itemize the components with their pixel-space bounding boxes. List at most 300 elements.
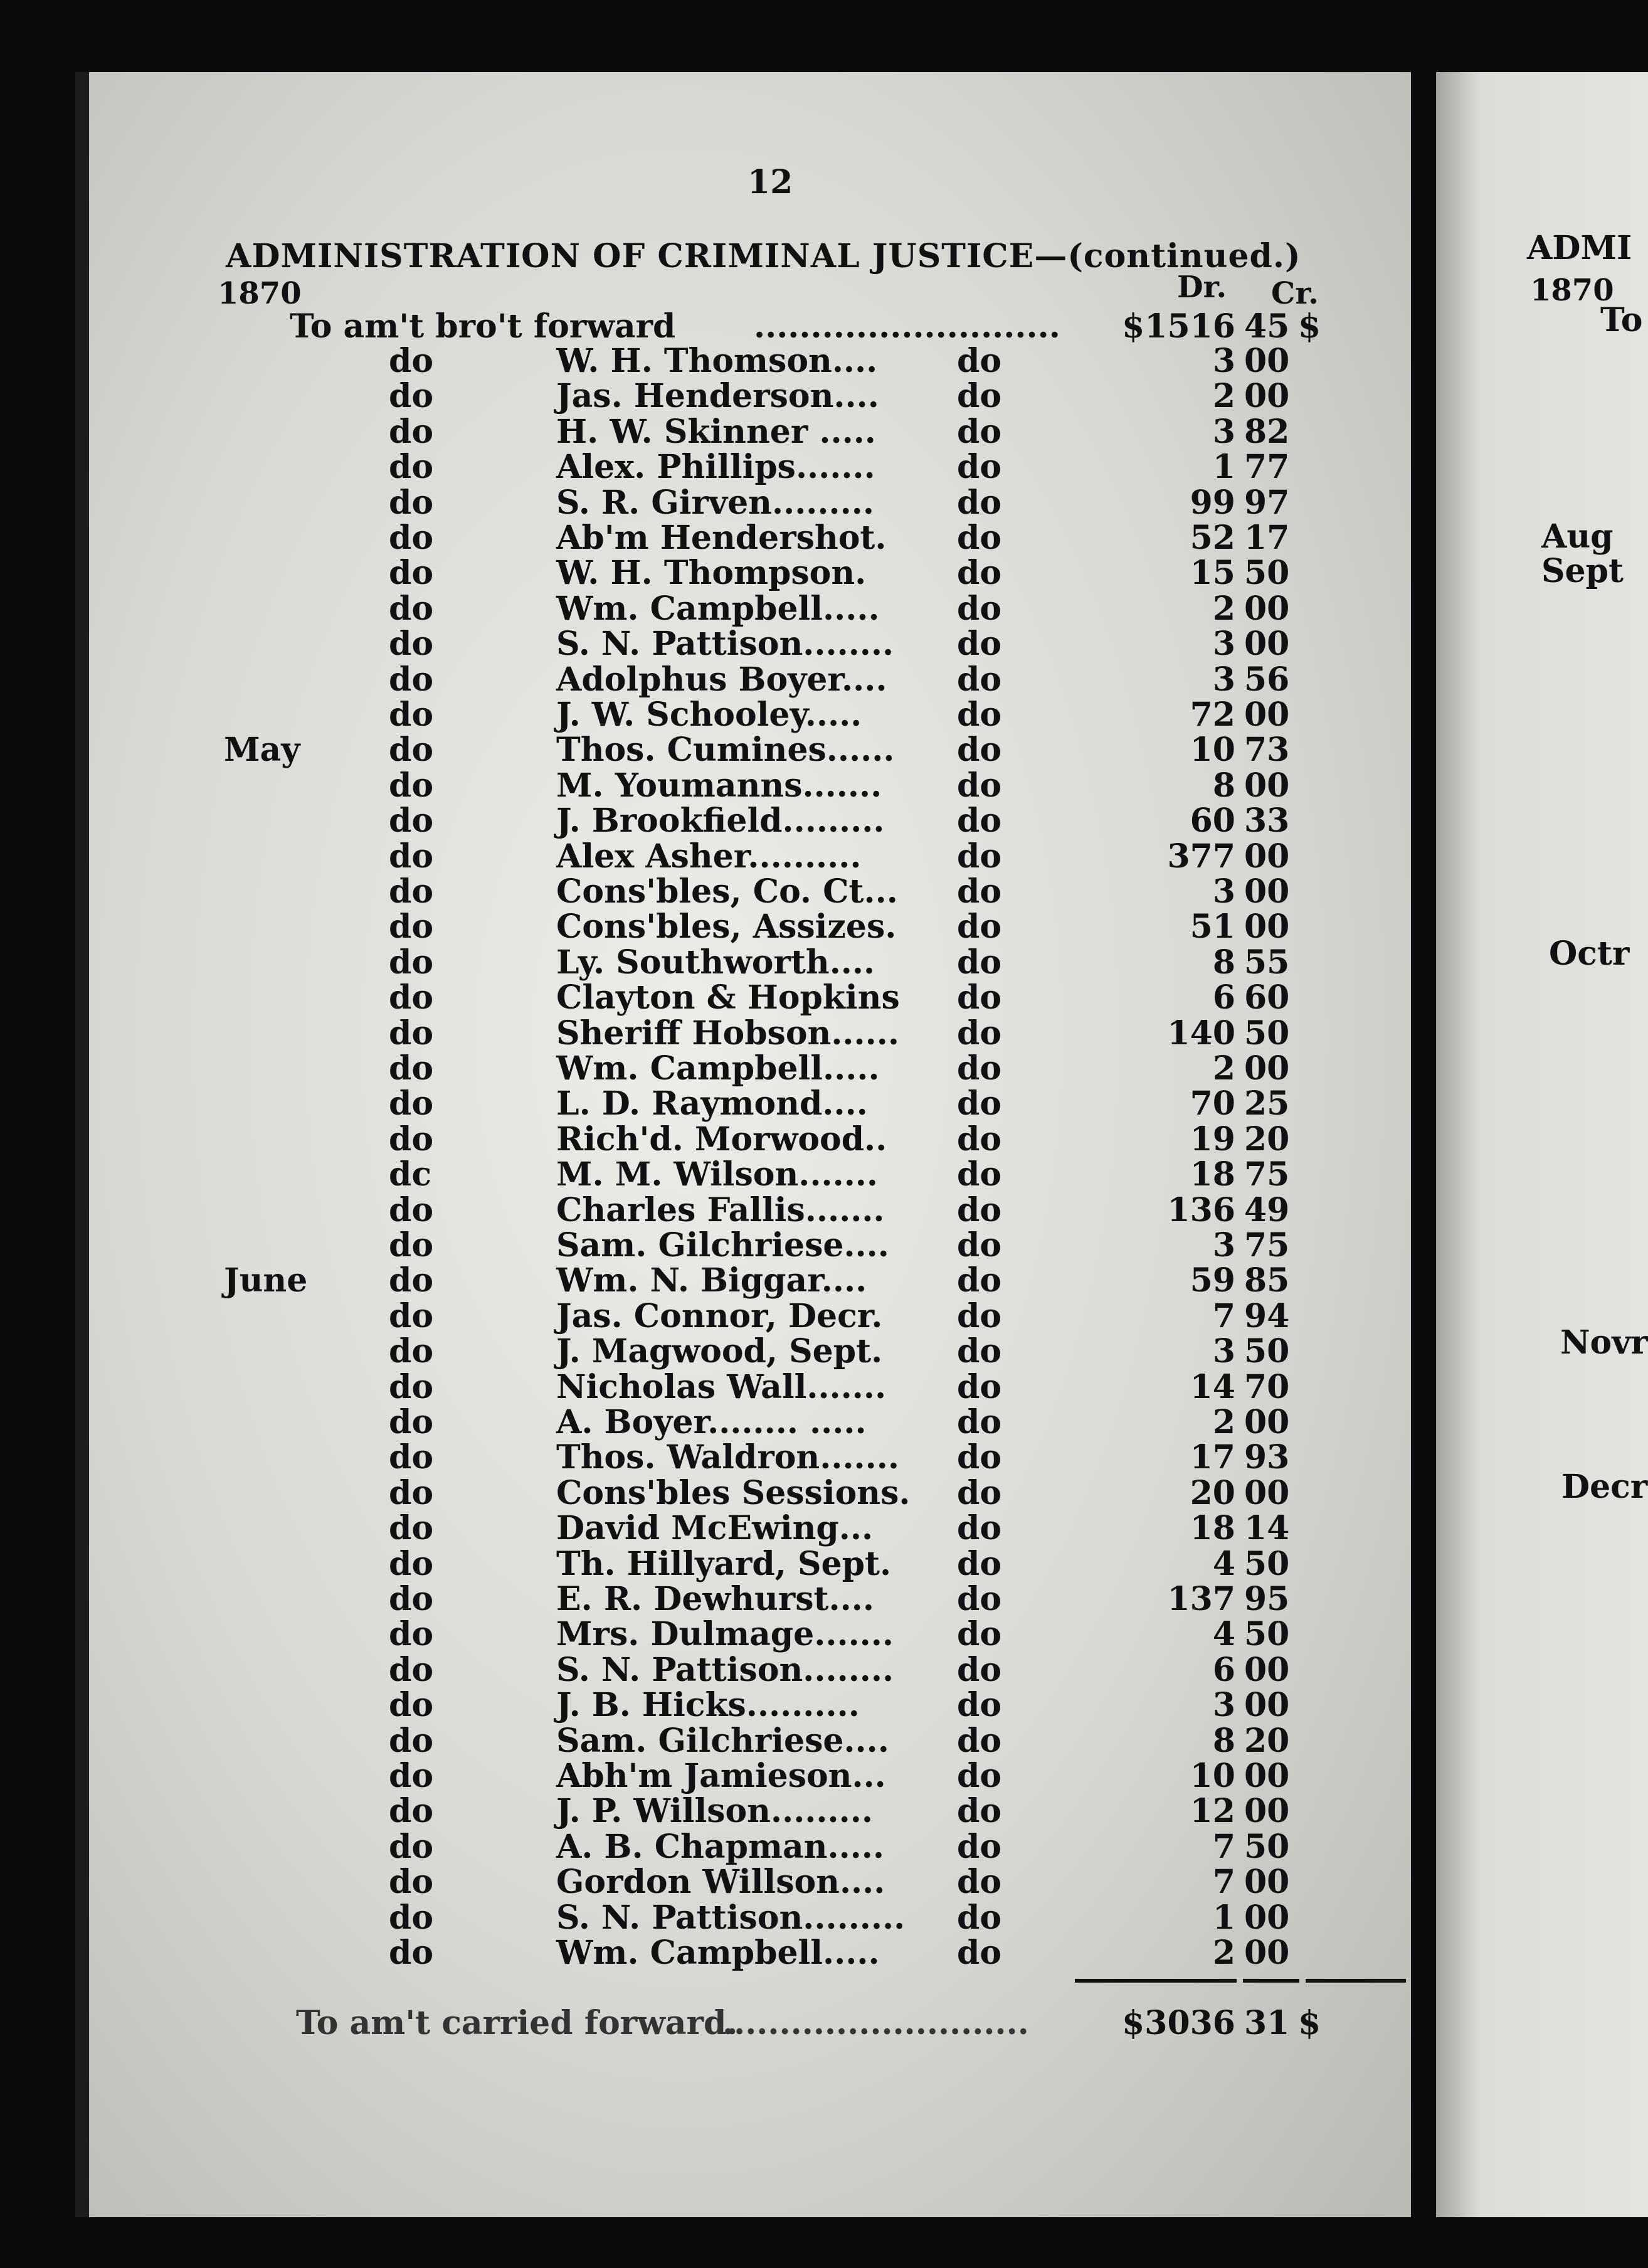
debit-cents: 56: [1244, 660, 1290, 699]
debit-cents: 00: [1244, 872, 1290, 911]
debit-cents: 00: [1244, 377, 1290, 416]
debit-amount: 4: [1212, 1615, 1235, 1654]
ledger-row: [89, 1155, 1411, 1194]
ditto-mark: do: [389, 412, 434, 451]
payee-name: Clayton & Hopkins: [556, 978, 900, 1017]
debit-cents: 97: [1244, 483, 1290, 522]
debit-amount: 20: [1190, 1473, 1235, 1512]
debit-amount: 140: [1167, 1014, 1235, 1052]
ledger-row: [89, 1049, 1411, 1088]
debit-cents: 75: [1244, 1226, 1290, 1264]
payee-name: Mrs. Dulmage.......: [556, 1615, 894, 1654]
ditto-reference: do: [957, 802, 1002, 840]
ditto-reference: do: [957, 1615, 1002, 1654]
debit-cents: 00: [1244, 589, 1290, 628]
brought-forward-row: [89, 307, 1411, 346]
payee-name: Wm. Campbell.....: [556, 1934, 880, 1972]
payee-name: Thos. Cumines......: [556, 731, 895, 770]
ditto-mark: do: [389, 1650, 434, 1689]
debit-amount: 72: [1190, 696, 1235, 734]
debit-amount: 2: [1212, 1403, 1235, 1441]
debit-amount: 8: [1212, 943, 1235, 982]
facing-month-sept: Sept: [1541, 552, 1624, 590]
payee-name: David McEwing...: [556, 1509, 874, 1548]
ditto-reference: do: [957, 1580, 1002, 1618]
ditto-reference: do: [957, 731, 1002, 770]
ditto-mark: do: [389, 696, 434, 734]
payee-name: A. Boyer........ .....: [556, 1403, 867, 1441]
payee-name: Sam. Gilchriese....: [556, 1721, 889, 1760]
ditto-reference: do: [957, 766, 1002, 805]
ditto-reference: do: [957, 1226, 1002, 1264]
debit-amount: 2: [1212, 1049, 1235, 1088]
credit-column-header: Cr.: [1271, 276, 1319, 311]
debit-cents: 95: [1244, 1580, 1290, 1618]
ditto-mark: do: [389, 1403, 434, 1441]
ditto-mark: do: [389, 1190, 434, 1229]
payee-name: Alex Asher..........: [556, 837, 862, 876]
ditto-reference: do: [957, 1084, 1002, 1123]
payee-name: A. B. Chapman.....: [556, 1827, 884, 1866]
ledger-row: [89, 589, 1411, 628]
ditto-mark: do: [389, 978, 434, 1017]
debit-cents: 17: [1244, 519, 1290, 557]
debit-cents: 00: [1244, 1934, 1290, 1972]
ledger-row: [89, 1757, 1411, 1795]
debit-amount: 7: [1212, 1296, 1235, 1335]
ledger-row: [89, 1367, 1411, 1406]
debit-cents: 00: [1244, 1898, 1290, 1937]
debit-cents: 00: [1244, 1650, 1290, 1689]
facing-month-novr: Novr: [1560, 1323, 1648, 1362]
ledger-row: [89, 1509, 1411, 1548]
payee-name: Nicholas Wall.......: [556, 1367, 887, 1406]
ditto-reference: do: [957, 1721, 1002, 1760]
ledger-row: [89, 1084, 1411, 1123]
ditto-mark: do: [389, 448, 434, 487]
debit-cents: 50: [1244, 1544, 1290, 1583]
debit-amount: 1: [1212, 448, 1235, 487]
debit-amount: 3: [1212, 625, 1235, 664]
ditto-mark: do: [389, 1686, 434, 1725]
debit-amount: 52: [1190, 519, 1235, 557]
page-number: 12: [747, 163, 793, 201]
ditto-mark: do: [389, 554, 434, 593]
ledger-row: [89, 1120, 1411, 1158]
payee-name: Alex. Phillips.......: [556, 448, 875, 487]
payee-name: J. W. Schooley.....: [556, 696, 862, 734]
carried-forward-credit: $: [1298, 2004, 1321, 2042]
debit-amount: 2: [1212, 377, 1235, 416]
payee-name: J. B. Hicks..........: [556, 1686, 860, 1725]
ditto-mark: do: [389, 1438, 434, 1477]
ditto-mark: do: [389, 1049, 434, 1088]
ledger-row: [89, 872, 1411, 911]
ditto-reference: do: [957, 696, 1002, 734]
ledger-row: [89, 448, 1411, 487]
ledger-row: [89, 1721, 1411, 1760]
ditto-mark: do: [389, 1261, 434, 1300]
payee-name: Rich'd. Morwood..: [556, 1120, 887, 1158]
total-rule-dr: [1075, 1979, 1237, 1983]
ditto-reference: do: [957, 483, 1002, 522]
payee-name: H. W. Skinner .....: [556, 412, 876, 451]
ditto-reference: do: [957, 1296, 1002, 1335]
ditto-reference: do: [957, 1367, 1002, 1406]
ditto-mark: do: [389, 1615, 434, 1654]
debit-amount: 70: [1190, 1084, 1235, 1123]
debit-amount: 10: [1190, 1757, 1235, 1795]
debit-amount: 6: [1212, 1650, 1235, 1689]
debit-cents: 14: [1244, 1509, 1290, 1548]
ledger-row: [89, 1261, 1411, 1300]
facing-year: 1870: [1530, 273, 1614, 308]
debit-cents: 77: [1244, 448, 1290, 487]
ditto-mark: do: [389, 1721, 434, 1760]
debit-cents: 50: [1244, 554, 1290, 593]
ditto-reference: do: [957, 872, 1002, 911]
debit-cents: 70: [1244, 1367, 1290, 1406]
ditto-reference: do: [957, 1792, 1002, 1831]
debit-amount: 15: [1190, 554, 1235, 593]
debit-cents: 00: [1244, 837, 1290, 876]
ledger-row: [89, 696, 1411, 734]
ledger-row: [89, 908, 1411, 946]
payee-name: Ab'm Hendershot.: [556, 519, 887, 557]
carried-forward-row: [89, 2004, 1411, 2042]
ditto-reference: do: [957, 1049, 1002, 1088]
ditto-mark: do: [389, 1120, 434, 1158]
debit-amount: 8: [1212, 1721, 1235, 1760]
payee-name: S. N. Pattison........: [556, 1650, 894, 1689]
ditto-mark: do: [389, 1509, 434, 1548]
debit-cents: 00: [1244, 625, 1290, 664]
debit-cents: 50: [1244, 1615, 1290, 1654]
debit-cents: 33: [1244, 802, 1290, 840]
debit-cents: 00: [1244, 342, 1290, 380]
ditto-mark: do: [389, 943, 434, 982]
debit-amount: 2: [1212, 1934, 1235, 1972]
debit-cents: 20: [1244, 1721, 1290, 1760]
ditto-mark: do: [389, 908, 434, 946]
debit-amount: 18: [1190, 1155, 1235, 1194]
ledger-row: [89, 1792, 1411, 1831]
ditto-reference: do: [957, 342, 1002, 380]
debit-amount: 10: [1190, 731, 1235, 770]
ditto-reference: do: [957, 908, 1002, 946]
debit-cents: 49: [1244, 1190, 1290, 1229]
ditto-mark: do: [389, 1367, 434, 1406]
brought-forward-credit: $: [1298, 307, 1321, 346]
debit-cents: 00: [1244, 1686, 1290, 1725]
debit-cents: 00: [1244, 766, 1290, 805]
debit-cents: 00: [1244, 1757, 1290, 1795]
ledger-row: [89, 519, 1411, 557]
payee-name: Sheriff Hobson......: [556, 1014, 899, 1052]
debit-amount: 137: [1167, 1580, 1235, 1618]
leader-dots: ...........................: [722, 2004, 1029, 2042]
ledger-row: [89, 483, 1411, 522]
debit-amount: 51: [1190, 908, 1235, 946]
debit-amount: 19: [1190, 1120, 1235, 1158]
debit-amount: 18: [1190, 1509, 1235, 1548]
ledger-row: [89, 377, 1411, 416]
facing-month-aug: Aug: [1541, 517, 1614, 556]
debit-cents: 50: [1244, 1332, 1290, 1371]
ditto-reference: do: [957, 1473, 1002, 1512]
ledger-row: [89, 978, 1411, 1017]
ditto-mark: do: [389, 660, 434, 699]
debit-amount: 3: [1212, 872, 1235, 911]
payee-name: Cons'bles Sessions.: [556, 1473, 911, 1512]
ditto-reference: do: [957, 377, 1002, 416]
debit-cents: 82: [1244, 412, 1290, 451]
debit-amount: 17: [1190, 1438, 1235, 1477]
ledger-row: [89, 1650, 1411, 1689]
facing-month-decr: Decr: [1561, 1468, 1648, 1506]
payee-name: Sam. Gilchriese....: [556, 1226, 889, 1264]
ditto-reference: do: [957, 1190, 1002, 1229]
debit-cents: 55: [1244, 943, 1290, 982]
debit-cents: 50: [1244, 1014, 1290, 1052]
payee-name: W. H. Thomson....: [556, 342, 878, 380]
ditto-reference: do: [957, 554, 1002, 593]
ledger-row: [89, 1296, 1411, 1335]
ditto-reference: do: [957, 1261, 1002, 1300]
ditto-mark: do: [389, 1580, 434, 1618]
debit-cents: 93: [1244, 1438, 1290, 1477]
payee-name: Adolphus Boyer....: [556, 660, 887, 699]
ditto-reference: do: [957, 1757, 1002, 1795]
ledger-row: [89, 412, 1411, 451]
payee-name: W. H. Thompson.: [556, 554, 867, 593]
ditto-reference: do: [957, 978, 1002, 1017]
ledger-row: [89, 1863, 1411, 1902]
ditto-mark: do: [389, 1332, 434, 1371]
debit-cents: 00: [1244, 1792, 1290, 1831]
debit-cents: 00: [1244, 696, 1290, 734]
carried-forward-label: To am't carried forward.: [296, 2004, 738, 2042]
ditto-reference: do: [957, 1686, 1002, 1725]
debit-amount: 2: [1212, 589, 1235, 628]
debit-amount: 3: [1212, 412, 1235, 451]
ditto-mark: do: [389, 1898, 434, 1937]
debit-cents: 20: [1244, 1120, 1290, 1158]
ledger-row: [89, 1898, 1411, 1937]
debit-cents: 00: [1244, 1863, 1290, 1902]
total-rule-cents: [1243, 1979, 1299, 1983]
payee-name: M. M. Wilson.......: [556, 1155, 879, 1194]
debit-cents: 00: [1244, 1049, 1290, 1088]
debit-amount: 7: [1212, 1863, 1235, 1902]
debit-amount: 99: [1190, 483, 1235, 522]
brought-forward-amount: $1516: [1122, 307, 1235, 346]
ledger-row: [89, 1827, 1411, 1866]
ledger-row: [89, 660, 1411, 699]
ledger-row: [89, 1190, 1411, 1229]
payee-name: J. Magwood, Sept.: [556, 1332, 883, 1371]
ditto-mark: do: [389, 1544, 434, 1583]
payee-name: Abh'm Jamieson...: [556, 1757, 886, 1795]
debit-cents: 00: [1244, 1473, 1290, 1512]
ledger-row: [89, 1544, 1411, 1583]
facing-to: To: [1600, 301, 1643, 339]
debit-cents: 50: [1244, 1827, 1290, 1866]
ledger-page: [75, 72, 1411, 2217]
brought-forward-label: To am't bro't forward: [290, 307, 676, 346]
ditto-mark: dc: [389, 1155, 432, 1194]
leader-dots: ...........................: [754, 307, 1060, 346]
ledger-row: [89, 766, 1411, 805]
ditto-mark: do: [389, 1757, 434, 1795]
payee-name: M. Youmanns.......: [556, 766, 882, 805]
month-label: May: [224, 731, 300, 770]
carried-forward-amount: $3036: [1122, 2004, 1235, 2042]
facing-month-octr: Octr: [1549, 935, 1630, 973]
debit-cents: 00: [1244, 908, 1290, 946]
ledger-row: [89, 1615, 1411, 1654]
ditto-reference: do: [957, 1014, 1002, 1052]
debit-amount: 136: [1167, 1190, 1235, 1229]
debit-cents: 00: [1244, 1403, 1290, 1441]
ditto-reference: do: [957, 1544, 1002, 1583]
debit-amount: 3: [1212, 660, 1235, 699]
ditto-reference: do: [957, 1650, 1002, 1689]
payee-name: Wm. N. Biggar....: [556, 1261, 867, 1300]
ditto-mark: do: [389, 1827, 434, 1866]
ditto-mark: do: [389, 589, 434, 628]
ditto-mark: do: [389, 519, 434, 557]
ditto-mark: do: [389, 483, 434, 522]
carried-forward-cents: 31: [1244, 2004, 1290, 2042]
ledger-row: [89, 731, 1411, 770]
ledger-row: [89, 802, 1411, 840]
debit-amount: 7: [1212, 1827, 1235, 1866]
payee-name: S. N. Pattison........: [556, 625, 894, 664]
debit-column-header: Dr.: [1177, 270, 1227, 305]
month-label: June: [224, 1261, 308, 1300]
ditto-reference: do: [957, 837, 1002, 876]
payee-name: Jas. Connor, Decr.: [556, 1296, 883, 1335]
payee-name: J. Brookfield.........: [556, 802, 885, 840]
payee-name: Gordon Willson....: [556, 1863, 885, 1902]
ledger-row: [89, 1332, 1411, 1371]
ledger-row: [89, 1473, 1411, 1512]
ledger-row: [89, 342, 1411, 380]
ledger-row: [89, 1014, 1411, 1052]
ditto-reference: do: [957, 1403, 1002, 1441]
payee-name: Cons'bles, Assizes.: [556, 908, 897, 946]
debit-amount: 8: [1212, 766, 1235, 805]
debit-amount: 60: [1190, 802, 1235, 840]
payee-name: Ly. Southworth....: [556, 943, 875, 982]
payee-name: Thos. Waldron.......: [556, 1438, 899, 1477]
ledger-row: [89, 1226, 1411, 1264]
ditto-mark: do: [389, 766, 434, 805]
ditto-mark: do: [389, 1863, 434, 1902]
ditto-mark: do: [389, 837, 434, 876]
ditto-mark: do: [389, 342, 434, 380]
payee-name: L. D. Raymond....: [556, 1084, 868, 1123]
debit-cents: 85: [1244, 1261, 1290, 1300]
ditto-mark: do: [389, 1473, 434, 1512]
ledger-row: [89, 554, 1411, 593]
ditto-reference: do: [957, 1120, 1002, 1158]
ditto-mark: do: [389, 1226, 434, 1264]
payee-name: Wm. Campbell.....: [556, 589, 880, 628]
ditto-reference: do: [957, 943, 1002, 982]
ditto-reference: do: [957, 412, 1002, 451]
ledger-row: [89, 837, 1411, 876]
debit-amount: 4: [1212, 1544, 1235, 1583]
page-heading: ADMINISTRATION OF CRIMINAL JUSTICE—(continued.): [226, 237, 1301, 275]
ledger-row: [89, 1686, 1411, 1725]
ditto-reference: do: [957, 519, 1002, 557]
ditto-reference: do: [957, 625, 1002, 664]
ditto-mark: do: [389, 1792, 434, 1831]
debit-cents: 25: [1244, 1084, 1290, 1123]
facing-page: [1436, 72, 1648, 2217]
payee-name: Charles Fallis.......: [556, 1190, 885, 1229]
debit-amount: 6: [1212, 978, 1235, 1017]
payee-name: E. R. Dewhurst....: [556, 1580, 874, 1618]
ditto-reference: do: [957, 660, 1002, 699]
payee-name: Th. Hillyard, Sept.: [556, 1544, 892, 1583]
debit-amount: 12: [1190, 1792, 1235, 1831]
debit-cents: 73: [1244, 731, 1290, 770]
debit-amount: 14: [1190, 1367, 1235, 1406]
ditto-mark: do: [389, 1296, 434, 1335]
ledger-row: [89, 1438, 1411, 1477]
ditto-reference: do: [957, 1332, 1002, 1371]
ledger-row: [89, 1580, 1411, 1618]
payee-name: S. N. Pattison.........: [556, 1898, 906, 1937]
ditto-reference: do: [957, 1863, 1002, 1902]
payee-name: Wm. Campbell.....: [556, 1049, 880, 1088]
debit-amount: 59: [1190, 1261, 1235, 1300]
ditto-reference: do: [957, 1438, 1002, 1477]
debit-cents: 75: [1244, 1155, 1290, 1194]
year-label: 1870: [218, 276, 302, 311]
ditto-reference: do: [957, 1898, 1002, 1937]
facing-heading: ADMI: [1527, 229, 1632, 267]
ditto-reference: do: [957, 1155, 1002, 1194]
ditto-reference: do: [957, 1934, 1002, 1972]
ditto-mark: do: [389, 625, 434, 664]
debit-amount: 1: [1212, 1898, 1235, 1937]
debit-amount: 3: [1212, 1226, 1235, 1264]
payee-name: Jas. Henderson....: [556, 377, 879, 416]
ledger-row: [89, 943, 1411, 982]
ditto-mark: do: [389, 377, 434, 416]
ditto-reference: do: [957, 448, 1002, 487]
ditto-mark: do: [389, 802, 434, 840]
ledger-row: [89, 1934, 1411, 1972]
ledger-row: [89, 625, 1411, 664]
debit-amount: 377: [1167, 837, 1235, 876]
debit-cents: 94: [1244, 1296, 1290, 1335]
ditto-mark: do: [389, 1084, 434, 1123]
ditto-mark: do: [389, 1014, 434, 1052]
ditto-mark: do: [389, 872, 434, 911]
ditto-mark: do: [389, 731, 434, 770]
ditto-reference: do: [957, 589, 1002, 628]
ditto-mark: do: [389, 1934, 434, 1972]
ledger-row: [89, 1403, 1411, 1441]
debit-amount: 3: [1212, 342, 1235, 380]
ditto-reference: do: [957, 1827, 1002, 1866]
debit-amount: 3: [1212, 1332, 1235, 1371]
